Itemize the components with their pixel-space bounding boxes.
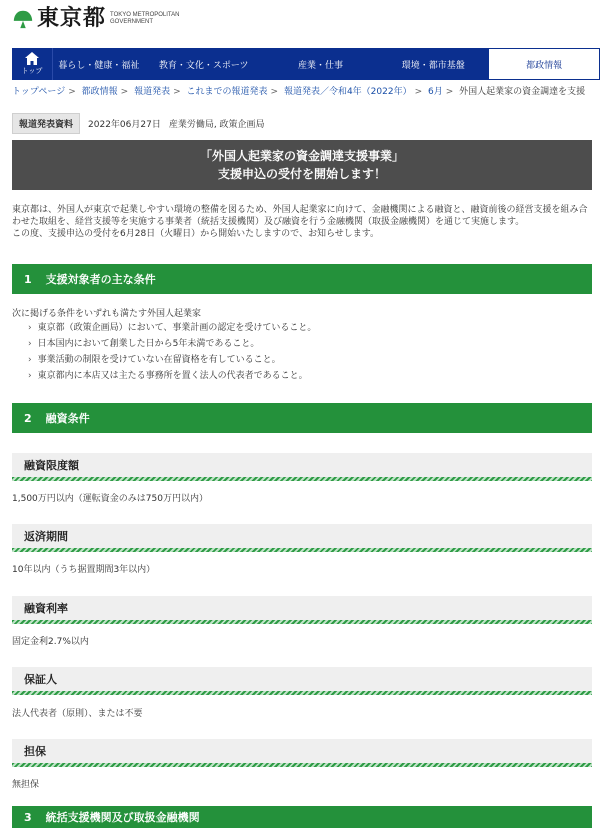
breadcrumb-link-press-2022[interactable]: 報道発表／令和4年（2022年） — [283, 87, 412, 97]
section-title: 支援対象者の主な条件 — [45, 273, 156, 286]
nav-item-environment-infrastructure[interactable]: 環境・都市基盤 — [401, 60, 465, 71]
breadcrumb-separator: > — [68, 87, 76, 97]
subheading-guarantor: 保証人 — [12, 667, 592, 691]
intro-paragraph: この度、支援申込の受付を6月28日（火曜日）から開始いたしますので、お知らせします。 — [12, 229, 380, 239]
breadcrumb-separator: > — [270, 87, 279, 97]
section-number: 3 — [24, 810, 32, 824]
eligibility-lead: 次に掲げる条件をいずれも満たす外国人起業家 — [12, 309, 202, 319]
breadcrumb-link-press[interactable]: 報道発表 — [134, 87, 171, 97]
site-header — [0, 0, 600, 75]
nav-item-metropolitan-info[interactable]: 都政情報 — [488, 48, 600, 80]
interest-rate-value: 固定金利2.7%以内 — [12, 637, 89, 647]
breadcrumb — [12, 84, 585, 97]
loan-limit-value: 1,500万円以内（運転資金のみは750万円以内） — [12, 494, 208, 504]
department: 産業労働局, 政策企画局 — [168, 120, 265, 130]
global-nav — [12, 48, 600, 80]
section-heading-loan-terms — [12, 403, 592, 433]
guarantor-value: 法人代表者（原則）、または不要 — [12, 709, 143, 719]
section-heading-eligibility — [12, 264, 592, 294]
repayment-period-value: 10年以内（うち据置期間3年以内） — [12, 565, 156, 575]
breadcrumb-separator: > — [120, 87, 129, 97]
subheading-repayment-period: 返済期間 — [12, 524, 592, 548]
release-date: 2022年06月27日 — [88, 120, 161, 130]
list-item: › 東京都（政策企画局）において、事業計画の認定を受けていること。 — [28, 320, 316, 336]
subheading-collateral: 担保 — [12, 739, 592, 763]
page-title-line2: 支援申込の受付を開始します！ — [217, 167, 386, 181]
subheading-loan-limit: 融資限度額 — [12, 453, 592, 477]
logo-text: 東京都 — [37, 6, 107, 31]
breadcrumb-separator: > — [414, 87, 423, 97]
list-item: › 事業活動の制限を受けていない在留資格を有していること。 — [28, 352, 316, 368]
list-item: › 東京都内に本店又は主たる事務所を置く法人の代表者であること。 — [28, 368, 316, 384]
list-item: › 日本国内において創業した日から5年未満であること。 — [28, 336, 316, 352]
breadcrumb-link-metropolitan-info[interactable]: 都政情報 — [81, 87, 118, 97]
breadcrumb-link-top[interactable]: トップページ — [12, 87, 66, 97]
section-title: 融資条件 — [45, 412, 90, 425]
breadcrumb-separator: > — [445, 87, 454, 97]
breadcrumb-separator: > — [173, 87, 181, 97]
section-heading-institutions — [12, 806, 592, 828]
section-number: 1 — [24, 272, 32, 286]
nav-item-education-culture-sports[interactable]: 教育・文化・スポーツ — [158, 60, 249, 71]
nav-home[interactable]: トップ — [12, 48, 53, 80]
page-title-line1: 「外国人起業家の資金調達支援事業」 — [199, 149, 404, 163]
collateral-value: 無担保 — [12, 780, 40, 790]
page-title — [12, 140, 592, 190]
breadcrumb-current: 外国人起業家の資金調達を支援 — [459, 87, 586, 97]
site-logo[interactable] — [12, 8, 179, 30]
tokyo-ginkgo-logo-icon — [12, 8, 34, 30]
section-number: 2 — [24, 411, 32, 425]
press-meta — [12, 113, 265, 134]
press-release-badge: 報道発表資料 — [12, 113, 80, 134]
subheading-interest-rate: 融資利率 — [12, 596, 592, 620]
breadcrumb-link-june[interactable]: 6月 — [428, 87, 443, 97]
intro-text — [12, 204, 592, 240]
logo-subtitle: TOKYO METROPOLITAN GOVERNMENT — [110, 12, 180, 25]
nav-item-life-health-welfare[interactable]: 暮らし・健康・福祉 — [58, 60, 140, 71]
nav-item-industry-work[interactable]: 産業・仕事 — [297, 60, 343, 71]
eligibility-list — [28, 320, 316, 384]
home-icon — [25, 52, 39, 65]
section-title: 統括支援機関及び取扱金融機関 — [45, 811, 200, 824]
intro-paragraph: 東京都は、外国人が東京で起業しやすい環境の整備を図るため、外国人起業家に向けて、金融機関による融資と、融資前後の経営支援を組み合わせた取組を、経営支援等を実施する事業者（統括支援機関）及び融資を行う金融機関（取扱金融機関）を通じて実施します。 — [12, 205, 588, 227]
breadcrumb-link-past-press[interactable]: これまでの報道発表 — [186, 87, 268, 97]
